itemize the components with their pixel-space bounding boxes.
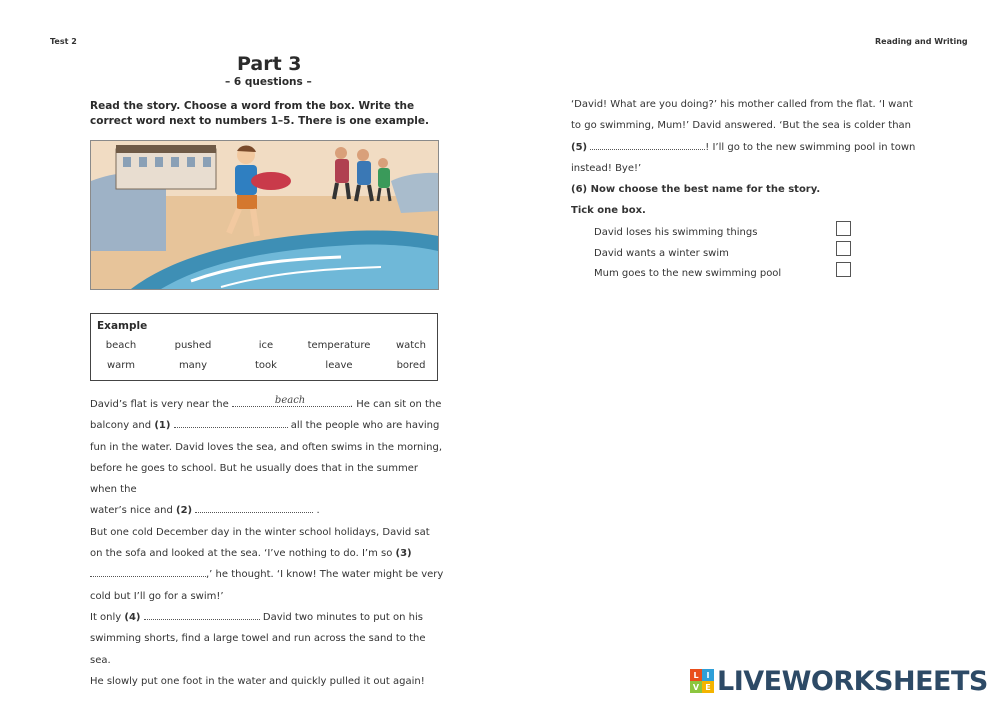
word-option: leave — [325, 360, 353, 371]
story-illustration — [90, 140, 439, 290]
story-line: fun in the water. David loves the sea, and often swims in the morning, — [90, 441, 443, 453]
answer-gap-5[interactable] — [590, 139, 705, 150]
example-answer: beach — [274, 395, 306, 406]
logo-text: LIVEWORKSHEETS — [717, 665, 988, 697]
story-line: ,’ he thought. ‘I know! The water might be very — [206, 569, 444, 581]
story-text — [90, 394, 445, 692]
option-2-checkbox[interactable] — [836, 241, 851, 256]
story-line: balcony and — [90, 420, 152, 432]
word-option: bored — [396, 360, 426, 371]
story-line: . — [316, 505, 320, 517]
story-line: before he goes to school. But he usually does that in the summer when the — [90, 462, 418, 496]
story-line: cold but I’ll go for a swim!’ — [90, 590, 224, 602]
story-line: . He can sit on the — [349, 399, 442, 410]
story-line: ‘David! What are you doing?’ his mother called from the flat. ‘I want — [571, 99, 913, 110]
story-line: swimming shorts, find a large towel and run across the sand to the sea. — [90, 633, 426, 666]
question-6: (6) Now choose the best name for the story. — [571, 184, 821, 196]
title-option-1: David loses his swimming things — [594, 227, 758, 238]
word-option: temperature — [307, 340, 371, 351]
word-option: took — [255, 360, 277, 371]
test-number: Test 2 — [50, 37, 77, 46]
story-line: David’s flat is very near the — [90, 399, 229, 410]
story-line: It only — [90, 611, 122, 623]
word-option: pushed — [174, 340, 212, 351]
section-name: Reading and Writing — [875, 37, 968, 46]
logo-letter: L — [690, 669, 702, 681]
title-options — [594, 223, 781, 285]
gap-number-3: (3) — [395, 548, 412, 560]
part-subtitle: – 6 questions – — [225, 76, 312, 88]
example-answer-line — [232, 396, 350, 407]
story-line: all the people who are having — [290, 420, 440, 432]
story-line: on the sofa and looked at the sea. ‘I’ve nothing to do. I’m so — [90, 548, 393, 560]
part-title: Part 3 — [237, 53, 302, 75]
answer-gap-1[interactable] — [174, 417, 288, 428]
logo-letter: E — [702, 681, 714, 693]
gap-number-1: (1) — [154, 420, 171, 432]
story-line: instead! Bye!’ — [571, 162, 642, 174]
logo-mark-icon — [690, 669, 714, 693]
logo-letter: I — [702, 669, 714, 681]
answer-gap-2[interactable] — [195, 502, 313, 513]
answer-gap-3[interactable] — [90, 566, 206, 577]
word-option: beach — [105, 340, 137, 351]
logo-letter: V — [690, 681, 702, 693]
option-3-checkbox[interactable] — [836, 262, 851, 277]
story-line: But one cold December day in the winter school holidays, David sat — [90, 526, 430, 538]
story-line: to go swimming, Mum!’ David answered. ‘But the sea is colder than — [571, 120, 912, 132]
gap-number-5: (5) — [571, 141, 588, 153]
word-option: many — [178, 360, 208, 371]
liveworksheets-logo — [690, 666, 988, 696]
story-continued — [571, 94, 916, 222]
title-option-3: Mum goes to the new swimming pool — [594, 268, 782, 279]
word-box — [90, 313, 438, 381]
gap-number-2: (2) — [176, 505, 193, 517]
title-option-2: David wants a winter swim — [594, 247, 729, 259]
word-option: warm — [107, 360, 135, 371]
story-line: He slowly put one foot in the water and quickly pulled it out again! — [90, 675, 425, 687]
gap-number-4: (4) — [124, 611, 141, 623]
word-option: ice — [258, 340, 274, 351]
story-line: water’s nice and — [90, 505, 173, 517]
word-option: watch — [395, 340, 427, 351]
instructions: Read the story. Choose a word from the box. Write the correct word next to numbers 1–5. There is one example. — [90, 100, 429, 127]
answer-gap-4[interactable] — [144, 609, 260, 620]
story-line: David two minutes to put on his — [262, 611, 423, 623]
example-label: Example — [97, 320, 148, 332]
tick-instruction: Tick one box. — [571, 205, 646, 217]
story-line: ! I’ll go to the new swimming pool in town — [705, 141, 916, 153]
option-1-checkbox[interactable] — [836, 221, 851, 236]
